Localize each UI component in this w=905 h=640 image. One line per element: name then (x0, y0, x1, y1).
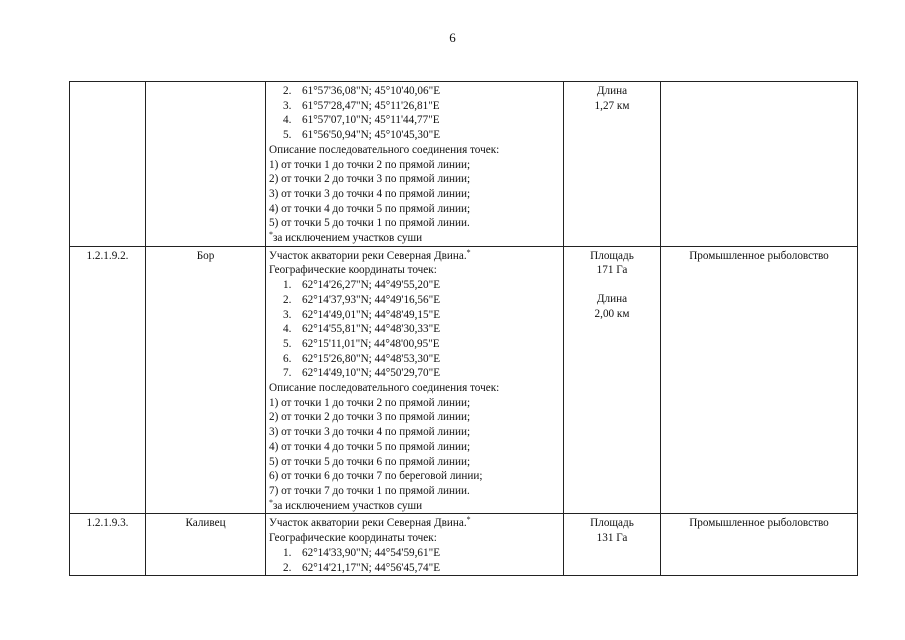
row-size-cell (564, 246, 661, 514)
connection-item: 5) от точки 5 до точки 6 по прямой линии; (269, 455, 471, 468)
row-description-cell (266, 82, 564, 247)
coordinate-item: 6. 62°15'26,80"N; 44°48'53,30"E (283, 352, 441, 365)
connection-item: 3) от точки 3 до точки 4 по прямой линии; (269, 187, 471, 200)
coordinate-item: 3. 62°14'49,01"N; 44°48'49,15"E (283, 308, 441, 321)
area-title: Участок акватории реки Северная Двина.* (269, 515, 471, 530)
connection-item: 7) от точки 7 до точки 1 по прямой линии. (269, 484, 470, 497)
row-size-cell (564, 82, 661, 247)
connection-item: 2) от точки 2 до точки 3 по прямой линии; (269, 411, 471, 424)
coords-heading: Географические координаты точек: (269, 264, 437, 277)
coordinate-item: 2. 62°14'21,17"N; 44°56'45,74"E (283, 561, 441, 574)
area-label: Площадь (590, 517, 634, 530)
row-code: 1.2.1.9.2. (86, 249, 129, 262)
usage-type: Промышленное рыболовство (689, 517, 829, 530)
coordinate-item: 4. 61°57'07,10"N; 45°11'44,77"E (283, 114, 440, 127)
row-name-cell (146, 82, 266, 247)
row-name-cell (146, 246, 266, 514)
coordinate-item: 7. 62°14'49,10"N; 44°50'29,70"E (283, 367, 441, 380)
area-value: 171 Га (596, 264, 628, 277)
coords-heading: Географические координаты точек: (269, 532, 437, 545)
connection-item: 6) от точки 6 до точки 7 по береговой линии; (269, 470, 483, 483)
area-value: 131 Га (596, 532, 628, 545)
connection-item: 4) от точки 4 до точки 5 по прямой линии; (269, 202, 471, 215)
connection-item: 5) от точки 5 до точки 1 по прямой линии. (269, 217, 470, 230)
footnote: *за исключением участков суши (269, 497, 423, 512)
coordinate-item: 2. 61°57'36,08"N; 45°10'40,06"E (283, 85, 441, 97)
coordinate-item: 5. 61°56'50,94"N; 45°10'45,30"E (283, 129, 441, 142)
connection-item: 4) от точки 4 до точки 5 по прямой линии; (269, 440, 471, 453)
spacer (567, 278, 657, 292)
row-use-cell (661, 246, 858, 514)
area-title: Участок акватории реки Северная Двина.* (269, 247, 471, 262)
coordinate-item: 5. 62°15'11,01"N; 44°48'00,95"E (283, 337, 440, 350)
connection-item: 2) от точки 2 до точки 3 по прямой линии; (269, 173, 471, 186)
connection-item: 3) от точки 3 до точки 4 по прямой линии; (269, 426, 471, 439)
row-use-cell (661, 82, 858, 247)
coordinate-item: 1. 62°14'26,27"N; 44°49'55,20"E (283, 279, 441, 292)
table-row (70, 246, 858, 514)
footnote: *за исключением участков суши (269, 230, 423, 245)
row-description-cell (266, 514, 564, 576)
row-size-cell (564, 514, 661, 576)
coordinate-item: 2. 62°14'37,93"N; 44°49'16,56"E (283, 293, 441, 306)
connections-heading: Описание последовательного соединения точек: (269, 143, 500, 156)
row-name-cell (146, 514, 266, 576)
row-code-cell (70, 514, 146, 576)
usage-type: Промышленное рыболовство (689, 249, 829, 262)
table-row (70, 82, 858, 247)
length-label: Длина (596, 85, 628, 97)
row-name: Бор (196, 249, 215, 262)
row-use-cell (661, 514, 858, 576)
connection-item: 1) от точки 1 до точки 2 по прямой линии; (269, 396, 471, 409)
row-code-cell (70, 246, 146, 514)
row-code: 1.2.1.9.3. (86, 517, 129, 530)
connections-heading: Описание последовательного соединения точек: (269, 382, 500, 395)
length-label: Длина (596, 293, 628, 306)
length-value: 1,27 км (594, 99, 630, 112)
coordinate-item: 1. 62°14'33,90"N; 44°54'59,61"E (283, 546, 441, 559)
fishing-areas-table (69, 81, 858, 576)
area-label: Площадь (590, 249, 634, 262)
page-number: 6 (449, 30, 456, 45)
length-value: 2,00 км (594, 307, 630, 320)
coordinate-item: 3. 61°57'28,47"N; 45°11'26,81"E (283, 99, 440, 112)
coordinate-item: 4. 62°14'55,81"N; 44°48'30,33"E (283, 323, 441, 336)
row-code-cell (70, 82, 146, 247)
connection-item: 1) от точки 1 до точки 2 по прямой линии; (269, 158, 471, 171)
table-row (70, 514, 858, 576)
row-description-cell (266, 246, 564, 514)
row-name: Каливец (185, 517, 226, 530)
